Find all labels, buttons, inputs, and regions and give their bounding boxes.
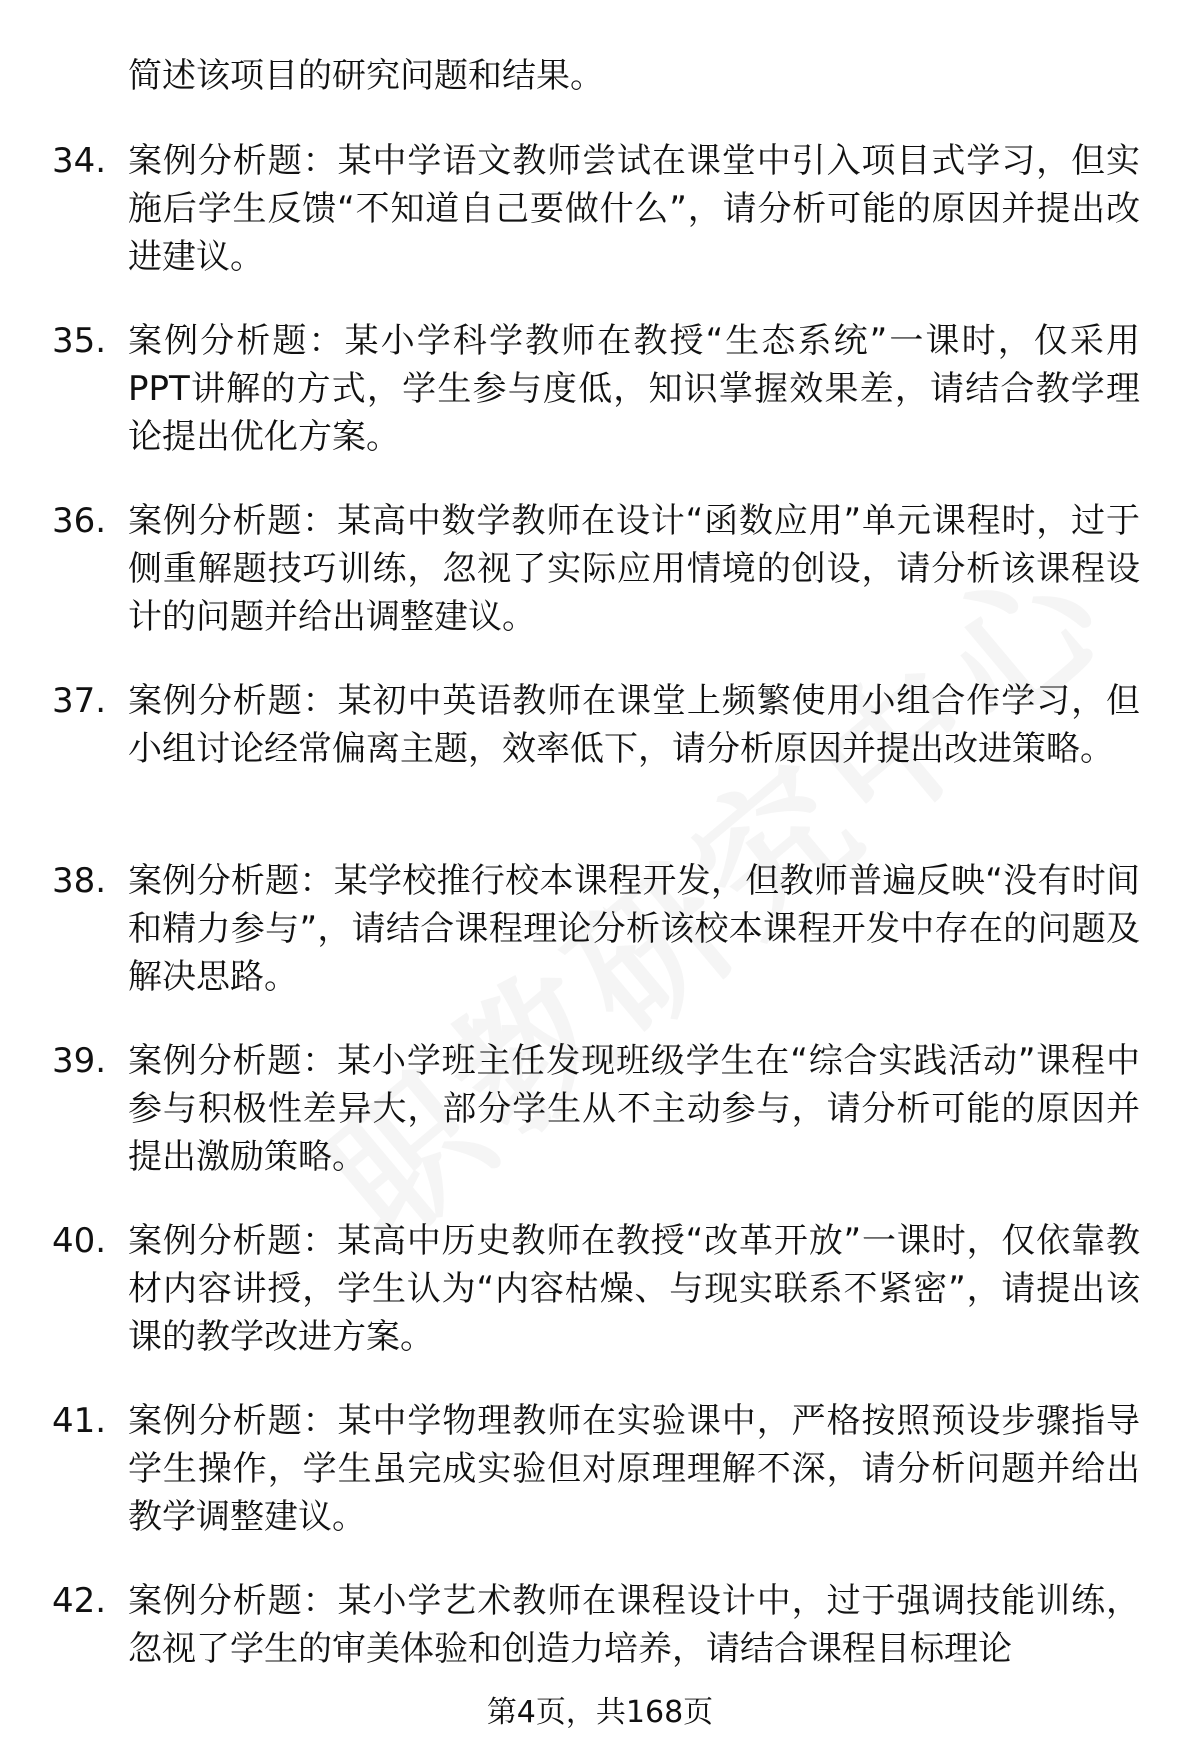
question-text: 案例分析题：某小学科学教师在教授“生态系统”一课时，仅采用PPT讲解的方式，学生参与度低，知识掌握效果差，请结合教学理论提出优化方案。 [128, 321, 1140, 457]
question-number: 41. [52, 1401, 107, 1441]
question-text: 案例分析题：某高中数学教师在设计“函数应用”单元课程时，过于侧重解题技巧训练，忽视了实际应用情境的创设，请分析该课程设计的问题并给出调整建议。 [128, 501, 1140, 637]
question-number: 40. [52, 1221, 107, 1261]
question-text: 案例分析题：某高中历史教师在教授“改革开放”一课时，仅依靠教材内容讲授，学生认为“内容枯燥、与现实联系不紧密”，请提出该课的教学改进方案。 [128, 1221, 1140, 1357]
page-footer: 第4页，共168页 [486, 1695, 714, 1730]
question-number: 35. [52, 321, 107, 361]
question-number: 37. [52, 681, 107, 721]
question-number: 42. [52, 1581, 107, 1621]
question-text: 案例分析题：某学校推行校本课程开发，但教师普遍反映“没有时间和精力参与”，请结合课程理论分析该校本课程开发中存在的问题及解决思路。 [128, 861, 1140, 997]
continuation-text: 简述该项目的研究问题和结果。 [128, 56, 604, 96]
question-text: 案例分析题：某初中英语教师在课堂上频繁使用小组合作学习，但小组讨论经常偏离主题，效率低下，请分析原因并提出改进策略。 [128, 681, 1140, 769]
question-text: 案例分析题：某小学班主任发现班级学生在“综合实践活动”课程中参与积极性差异大，部分学生从不主动参与，请分析可能的原因并提出激励策略。 [128, 1041, 1140, 1177]
question-number: 38. [52, 861, 107, 901]
question-number: 34. [52, 141, 107, 181]
question-number: 39. [52, 1041, 107, 1081]
question-text: 案例分析题：某小学艺术教师在课程设计中，过于强调技能训练，忽视了学生的审美体验和创造力培养，请结合课程目标理论 [128, 1581, 1140, 1669]
question-text: 案例分析题：某中学语文教师尝试在课堂中引入项目式学习，但实施后学生反馈“不知道自己要做什么”，请分析可能的原因并提出改进建议。 [128, 141, 1140, 277]
question-text: 案例分析题：某中学物理教师在实验课中，严格按照预设步骤指导学生操作，学生虽完成实验但对原理理解不深，请分析问题并给出教学调整建议。 [128, 1401, 1140, 1537]
question-number: 36. [52, 501, 107, 541]
